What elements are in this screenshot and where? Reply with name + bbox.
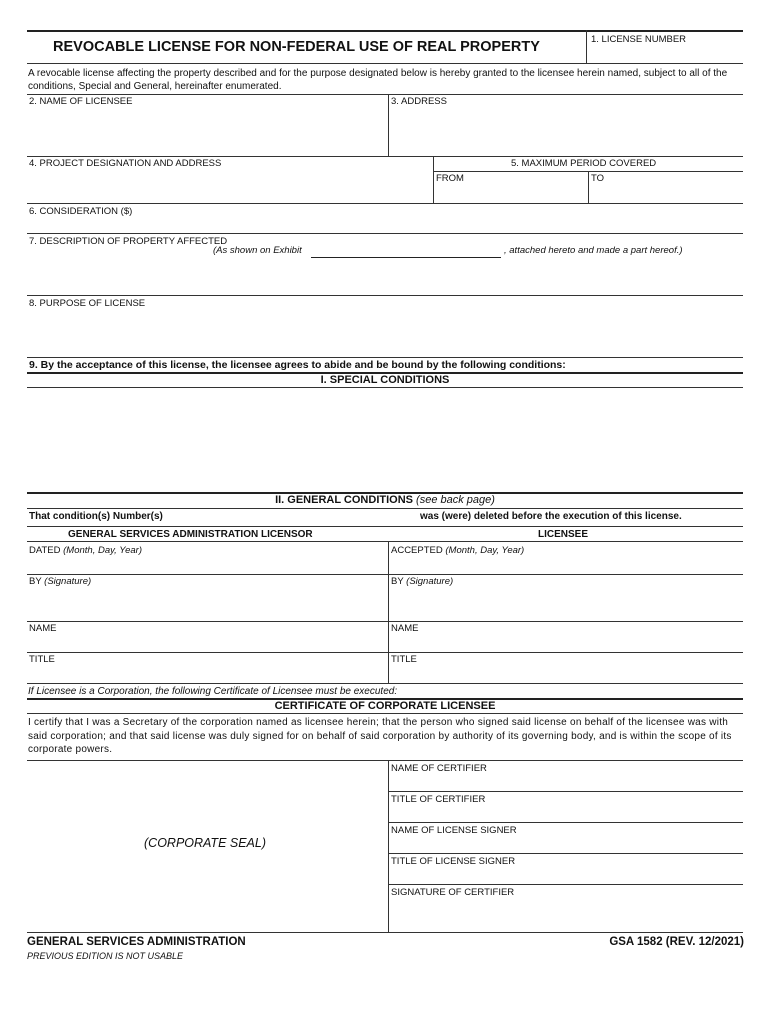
form-title: REVOCABLE LICENSE FOR NON-FEDERAL USE OF REAL PROPERTY [53,39,540,55]
conditions-deleted-text: was (were) deleted before the execution of this license. [420,511,682,522]
accepted-field[interactable] [391,545,524,556]
name-of-certifier-field[interactable]: NAME OF CERTIFIER [391,763,487,774]
certificate-text: I certify that I was a Secretary of the corporation named as licensee herein; that the person who signed said license on behalf of the licensee was with said corporation; and that said license was duly signed for on behalf of said corporation by authority of its governing body, and is within the scope of its corporate powers. [28,717,732,755]
dated-label: DATED [29,545,61,556]
agency-name: GENERAL SERVICES ADMINISTRATION [27,936,246,948]
general-conditions-heading [0,494,770,506]
description-label: 7. DESCRIPTION OF PROPERTY AFFECTED [29,236,228,247]
licensee-name-field[interactable]: NAME [391,623,419,634]
top-rule [27,30,743,32]
general-conditions-label: II. GENERAL CONDITIONS [275,494,413,506]
certificate-title: CERTIFICATE OF CORPORATE LICENSEE [274,700,496,712]
title-of-certifier-field[interactable]: TITLE OF CERTIFIER [391,794,486,805]
title-of-license-signer-field[interactable]: TITLE OF LICENSE SIGNER [391,856,516,867]
address-field[interactable]: 3. ADDRESS [391,96,447,107]
header-bottom-rule [27,63,743,64]
by-note: (Signature) [44,576,92,587]
conditions-numbers-field[interactable]: That condition(s) Number(s) [29,511,163,522]
by-note: (Signature) [406,576,454,587]
corporation-note: If Licensee is a Corporation, the following Certificate of Licensee must be executed: [28,686,398,697]
consideration-field[interactable]: 6. CONSIDERATION ($) [29,206,133,217]
exhibit-suffix: , attached hereto and made a part hereof.) [504,245,683,256]
signature-of-certifier-field[interactable]: SIGNATURE OF CERTIFIER [391,887,515,898]
special-conditions-heading: I. SPECIAL CONDITIONS [320,374,450,386]
dated-field[interactable] [29,545,142,556]
licensor-title-field[interactable]: TITLE [29,654,55,665]
licensee-title-field[interactable]: TITLE [391,654,417,665]
license-number-divider [586,30,587,64]
by-label: BY [391,576,404,587]
accepted-note: (Month, Day, Year) [445,545,525,556]
to-field[interactable]: TO [591,173,605,184]
licensee-signature-field[interactable] [391,576,453,587]
from-field[interactable]: FROM [436,173,464,184]
licensor-name-field[interactable]: NAME [29,623,57,634]
licensor-signature-field[interactable] [29,576,91,587]
form-number: GSA 1582 (REV. 12/2021) [609,936,744,948]
acceptance-text: 9. By the acceptance of this license, the licensee agrees to abide and be bound by the following conditions: [29,359,566,371]
licensor-header: GENERAL SERVICES ADMINISTRATION LICENSOR [68,529,313,540]
name-of-license-signer-field[interactable]: NAME OF LICENSE SIGNER [391,825,517,836]
special-conditions-area[interactable] [27,388,743,491]
accepted-label: ACCEPTED [391,545,443,556]
by-label: BY [29,576,42,587]
purpose-field[interactable]: 8. PURPOSE OF LICENSE [29,298,146,309]
project-designation-field[interactable]: 4. PROJECT DESIGNATION AND ADDRESS [29,158,222,169]
exhibit-input-line[interactable] [311,257,501,258]
license-number-field[interactable]: 1. LICENSE NUMBER [591,34,687,45]
name-of-licensee-field[interactable]: 2. NAME OF LICENSEE [29,96,133,107]
max-period-label: 5. MAXIMUM PERIOD COVERED [511,158,657,169]
dated-note: (Month, Day, Year) [63,545,142,556]
general-conditions-note: (see back page) [416,494,495,506]
previous-edition-note: PREVIOUS EDITION IS NOT USABLE [27,951,184,961]
corporate-seal: (CORPORATE SEAL) [144,836,267,850]
licensee-header: LICENSEE [538,529,589,540]
exhibit-prefix: (As shown on Exhibit [213,245,302,256]
intro-text: A revocable license affecting the property described and for the purpose designated below is hereby granted to the licensee herein named, subject to all of the conditions, Special and General, hereinafter enumerated. [28,68,728,92]
